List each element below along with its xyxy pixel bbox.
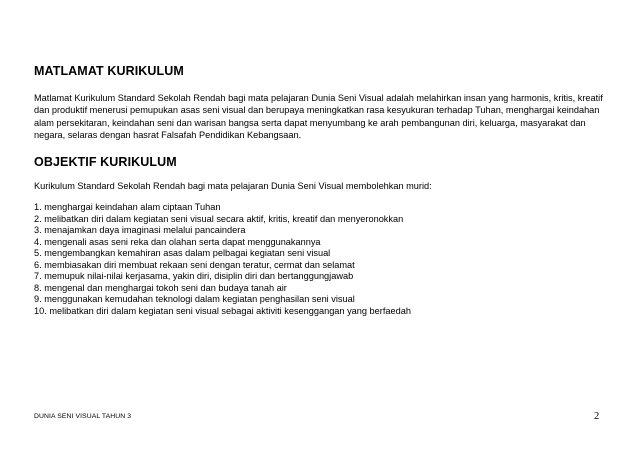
objective-item: 2. melibatkan diri dalam kegiatan seni visual secara aktif, kritis, kreatif dan menyeronokkan (34, 213, 404, 224)
objective-list (34, 202, 606, 317)
objective-item: 7. memupuk nilai-nilai kerjasama, yakin diri, disiplin diri dan bertanggungjawab (34, 271, 354, 282)
footer-title: DUNIA SENI VISUAL TAHUN 3 (34, 413, 132, 420)
objective-item: 1. menghargai keindahan alam ciptaan Tuhan (34, 202, 221, 213)
objective-item: 5. mengembangkan kemahiran asas dalam pelbagai kegiatan seni visual (34, 248, 331, 259)
objective-item: 9. menggunakan kemudahan teknologi dalam kegiatan penghasilan seni visual (34, 294, 355, 305)
page-number: 2 (594, 411, 600, 422)
objective-item: 8. mengenal dan menghargai tokoh seni dan budaya tanah air (34, 282, 287, 293)
objektif-heading: OBJEKTIF KURIKULUM (34, 154, 177, 169)
matlamat-heading: MATLAMAT KURIKULUM (34, 64, 184, 78)
objective-item: 10. melibatkan diri dalam kegiatan seni visual sebagai aktiviti kesenggangan yang berfaedah (34, 305, 411, 316)
objektif-intro: Kurikulum Standard Sekolah Rendah bagi mata pelajaran Dunia Seni Visual membolehkan murid: (34, 180, 432, 191)
objective-item: 6. membiasakan diri membuat rekaan seni dengan teratur, cermat dan selamat (34, 259, 355, 270)
objective-item: 3. menajamkan daya imaginasi melalui pancaindera (34, 225, 246, 236)
matlamat-paragraph: Matlamat Kurikulum Standard Sekolah Rendah bagi mata pelajaran Dunia Seni Visual adalah melahirkan insan yang harmonis, kritis, kreatif dan produktif menerusi pemupukan asas seni visual dan berupaya meningkatkan rasa kesyukuran terhadap Tuhan, menghargai keindahan alam persekitaran, keindahan seni dan warisan bangsa serta dapat menyumbang ke arah pembangunan diri, keluarga, masyarakat dan negara, selaras dengan hasrat Falsafah Pendidikan Kebangsaan. (34, 93, 603, 141)
page-content (34, 64, 606, 317)
objective-item: 4. mengenali asas seni reka dan olahan serta dapat menggunakannya (34, 236, 321, 247)
